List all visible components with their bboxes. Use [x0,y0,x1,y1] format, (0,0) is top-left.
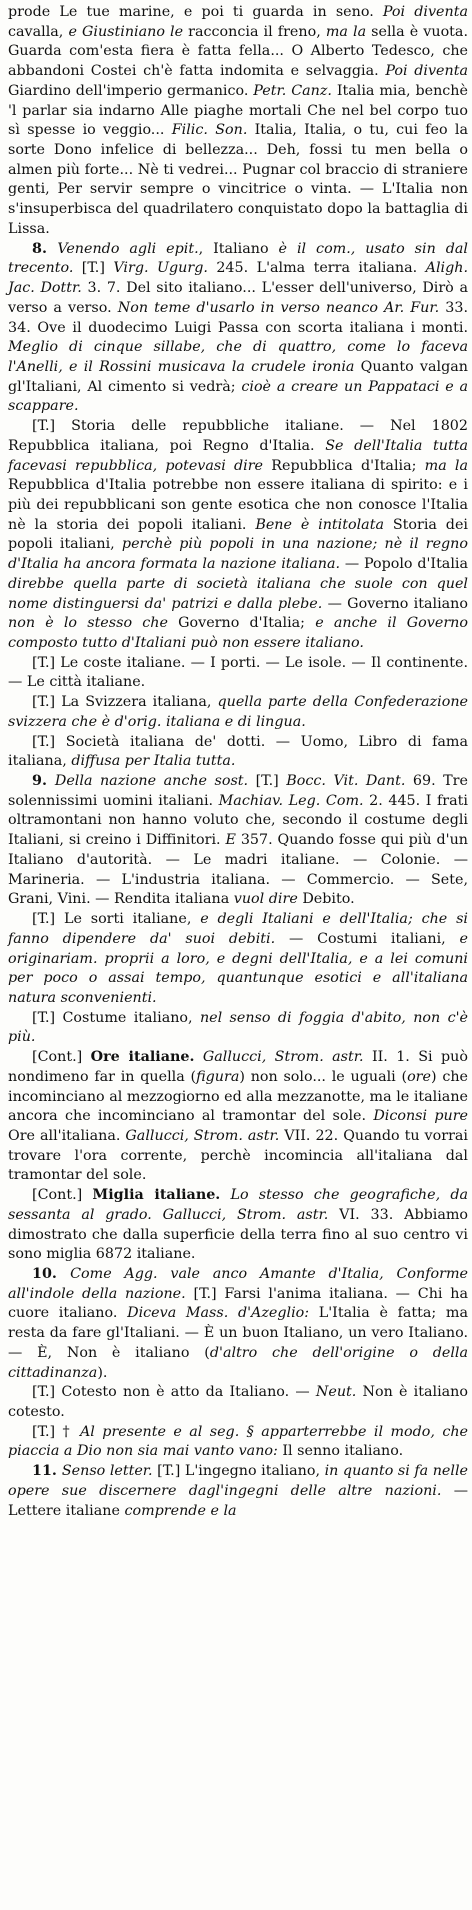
body-text: Repubblica d'Italia potrebbe non essere italiana di spirito: e i più dei repubblicani son gente esotica che non conosce l'Italia nè la storia dei popoli italiani. [8,477,468,533]
bold-text: 9. [32,773,55,790]
body-text: Ore all'italiana. [8,1127,126,1144]
italic-text: nel senso di foggia d'abito, non c'è più. [8,1009,468,1046]
body-text: [T.] L'ingegno italiano, [152,1463,325,1480]
body-text: ) che incominciano al mezzogiorno ed alla mezzanotte, ma le italiane ancora che incominciano al tramontar del sole. [8,1068,468,1125]
body-text: II. 1. Si può nondimeno far in quella ( [8,1049,468,1085]
italic-text: ma la [325,23,367,40]
italic-text: Filic. Son. [171,122,248,139]
italic-text: Venendo agli epit. [57,240,199,257]
italic-text: Gallucci, Strom. astr. [202,1049,364,1066]
body-text: 69. Tre solennissimi uomini italiani. [8,773,468,809]
italic-text: direbbe quella parte di società italiana che suole con quel nome distinguersi da' patrizi e dalla plebe. [8,575,468,612]
body-text: Quanto valgan gl'Italiani, Al cimento si vedrà; [8,358,468,395]
body-text: [Cont.] [32,1187,93,1204]
italic-text: Bocc. Vit. Dant. [286,773,406,790]
body-text: Italia, Italia, o tu, cui feo la sorte Dono infelice di bellezza... Deh, fossi tu men bella o almen più forte... Nè ti vedrei... Pugnar col braccio di straniere genti, Per servir sempre o vincitrice o vinta. — L'Italia non s'insuperbisca del quadrilatero conquistato dopo la battaglia di Lissa. [8,122,468,237]
body-text: [T.] Costume italiano, [32,1009,200,1026]
body-text: Governo d'Italia; [167,615,316,632]
body-text: Non è italiano cotesto. [8,1384,468,1421]
entry-paragraph [8,1048,468,1186]
body-text: 2. 445. I frati oltramontani non hanno voluto che, secondo il costume degli Italiani, si creino i Diffinitori. [8,792,468,849]
italic-text: Gallucci, Strom. astr. [125,1127,280,1144]
bold-text: 11. [32,1463,62,1480]
italic-text: vuol dire [233,891,298,908]
entry-paragraph [8,772,468,910]
entry-paragraph [8,1265,468,1383]
entry-paragraph [8,417,468,654]
italic-text: Della nazione anche sost. [54,773,249,790]
body-text: sella è vuota. Guarda com'esta fiera è fatta fella... O Alberto Tedesco, che abbandoni Costei ch'è fatta indomita e selvaggia. [8,23,468,80]
italic-text: Neut. [315,1384,357,1401]
italic-text: ore [407,1068,431,1085]
body-text: [T.] [248,773,287,790]
body-text: Repubblica d'Italia; [263,457,425,474]
entry-paragraph [8,1186,468,1265]
body-text: Debito. [297,891,355,908]
italic-text: Poi diventa [382,4,468,20]
italic-text: Virg. Ugurg. [113,260,208,277]
entry-paragraph [8,733,468,772]
bold-text: 10. [32,1266,71,1282]
body-text: [T.] Cotesto non è atto da Italiano. — [32,1384,316,1401]
body-text [220,1187,230,1203]
body-text: — Lettere italiane [8,1482,468,1519]
entry-paragraph [8,1009,468,1048]
body-text: L'Italia è fatta; ma resta da fare gl'Italiani. — È un buon Italiano, un vero Italiano. — È, Non è italiano ( [8,1305,468,1361]
italic-text: Bene è intitolata [255,516,384,533]
entry-paragraph [8,693,468,732]
italic-text: e anche il Governo composto tutto d'Italiani può non essere italiano. [8,615,468,651]
body-text: 3. 7. Del sito italiano... L'esser dell'universo, Dirò a verso a verso. [8,280,468,316]
body-text: VI. 33. Abbiamo dimostrato che dalla superficie della terra fino al suo centro vi sono miglia 6872 italiane. [8,1206,469,1263]
entry-paragraph [8,910,468,1009]
body-text: , Italiano [198,240,279,257]
bold-text: Ore italiane. [90,1049,195,1066]
italic-text: perchè più popoli in una nazione; nè il regno d'Italia ha ancora formata la nazione italiana. [8,536,468,573]
italic-text: Poi diventa [385,63,468,80]
body-text: — Popolo d'Italia [340,556,469,573]
body-text: ). [97,1364,108,1381]
italic-text: Diconsi pure [373,1108,469,1125]
body-text: [T.] Società italiana de' dotti. — Uomo, Libro di fama italiana, [8,733,468,770]
body-text: prode Le tue marine, e poi ti guarda in seno. [8,4,383,20]
italic-text: e degli Italiani e dell'Italia; che si fanno dipendere da' suoi debiti. [8,911,469,947]
entry-paragraph [8,1383,468,1422]
italic-text: non è lo stesso che [8,615,168,632]
italic-text: Machiav. Leg. Com. [218,792,364,809]
body-text: [T.] Farsi l'anima italiana. — Chi ha cuore italiano. [8,1285,469,1322]
italic-text: Senso letter. [61,1463,153,1480]
bold-text: 8. [32,240,58,257]
italic-text: d'altro che dell'origine o della cittadinanza [8,1344,468,1381]
italic-text: e originariam. proprii a loro, e degni dell'Italia, e a lei comuni per poco o assai tempo, quantunque esotici e all'italiana natura sconvenienti. [8,930,468,1006]
italic-text: Se dell'Italia tutta facevasi repubblica, potevasi dire [8,437,469,474]
italic-text: in quanto si fa nelle opere sue discernere dagl'ingegni delle altre nazioni. [8,1463,469,1499]
entry-paragraph [8,654,468,693]
body-text: Italia mia, benchè 'l parlar sia indarno Alle piaghe mortali Che nel bel corpo tuo sì spesse io veggio... [8,82,468,139]
body-text: Giardino dell'imperio germanico. [8,82,254,99]
body-text: [T.] Le sorti italiane, [32,911,201,928]
body-text: racconcia il freno, [183,23,326,40]
italic-text: ma la [424,457,469,474]
entry-paragraph [8,1423,468,1462]
body-text: [T.] Le coste italiane. — I porti. — Le isole. — Il continente. — Le città italiane. [8,654,468,691]
entry-paragraph [8,3,468,240]
italic-text: Lo stesso che geografiche, da sessanta al grado. Gallucci, Strom. astr. [8,1187,468,1223]
italic-text: Petr. Canz. [253,82,332,99]
italic-text: cioè a creare un Pappataci e a scappare. [8,378,469,415]
italic-text: figura [196,1068,240,1085]
body-text: 357. Quando fosse qui più d'un Italiano d'autorità. — Le madri italiane. — Colonie. — Marineria. — L'industria italiana. — Commercio. — Sete, Grani, Vini. — Rendita italiana [8,832,468,908]
entry-paragraph [8,240,468,417]
italic-text: diffusa per Italia tutta. [71,753,236,770]
body-text: cavalla, [8,23,69,40]
italic-text: Come Agg. vale anco Amante d'Italia, Conforme all'indole della nazione. [8,1266,468,1302]
italic-text: e Giustiniano le [68,23,184,40]
body-text: [T.] Storia delle repubbliche italiane. — Nel 1802 Repubblica italiana, poi Regno d'Italia. [8,418,468,454]
italic-text: quella parte della Confederazione svizzera che è d'orig. italiana e di lingua. [8,694,468,730]
body-text: [T.] [73,260,114,277]
bold-text: Miglia italiane. [92,1187,221,1204]
body-text: VII. 22. Quando tu vorrai trovare l'ora corrente, perchè incomincia all'italiana dal tramontar del sole. [8,1127,468,1184]
italic-text: Non teme d'usarlo in verso neanco Ar. Fur. [117,299,440,316]
body-text: [T.] † [32,1423,80,1440]
body-text: 245. L'alma terra italiana. [207,260,426,277]
italic-text: Meglio di cinque sillabe, che di quattro, come lo faceva l'Anelli, e il Rossini musicava la crudele ironia [8,339,468,375]
italic-text: Al presente e al seg. § apparterrebbe il modo, che piaccia a Dio non sia mai vanto vano: [8,1423,469,1460]
italic-text: è il com., usato sin dal trecento. [8,240,468,277]
italic-text: E [225,832,236,849]
body-text: 33. 34. Ove il duodecimo Luigi Passa con scorta italiana i monti. [8,299,468,336]
body-text: ) non solo... le uguali ( [239,1068,408,1085]
italic-text: Diceva Mass. d'Azeglio: [127,1305,310,1322]
body-text: [Cont.] [32,1049,91,1066]
body-text: — Governo italiano [322,595,468,612]
body-text: — Costumi italiani, [275,930,460,947]
body-text: Storia dei popoli italiani, [8,516,468,553]
italic-text: Aligh. Jac. Dottr. [8,260,468,297]
body-text: [T.] La Svizzera italiana, [32,694,218,711]
body-text [194,1049,202,1065]
body-text: Il senno italiano. [277,1443,404,1460]
italic-text: comprende e la [124,1502,237,1519]
entry-paragraph [8,1462,468,1521]
